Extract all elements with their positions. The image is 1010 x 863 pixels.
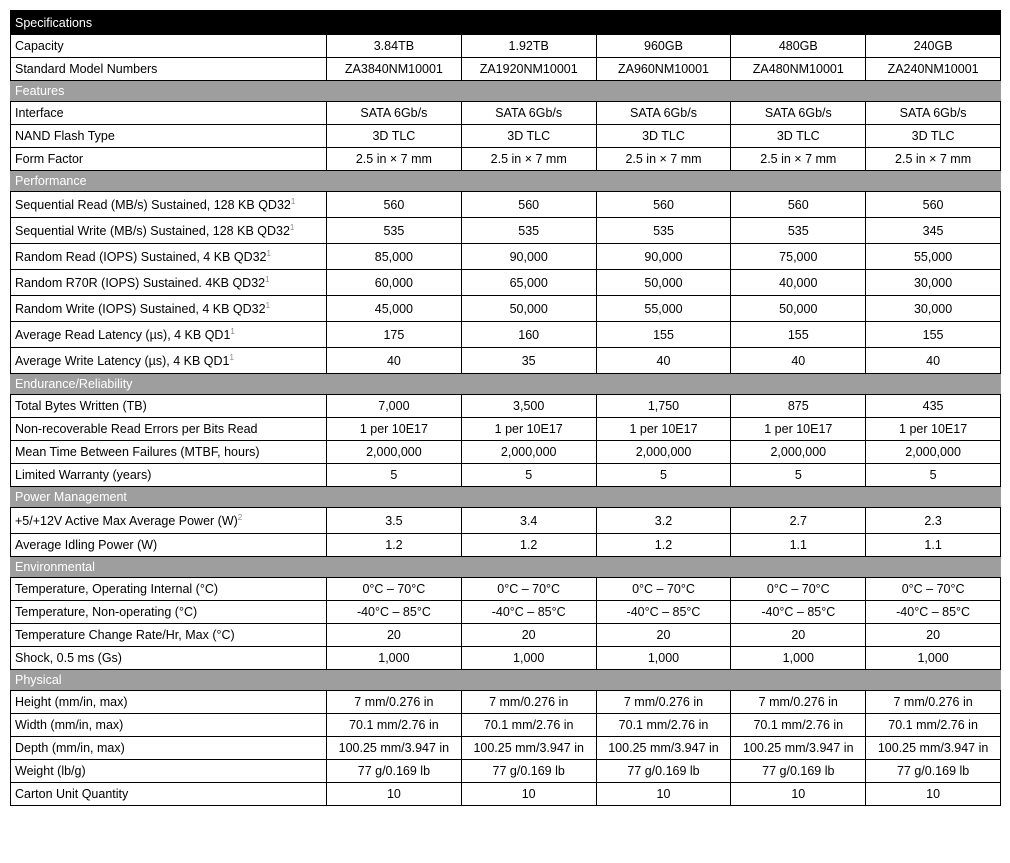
model-numbers-row xyxy=(11,58,1001,81)
row-label: Non-recoverable Read Errors per Bits Read xyxy=(15,422,258,436)
row-value: 2.5 in × 7 mm xyxy=(866,148,1001,171)
table-row xyxy=(11,534,1001,557)
section-title: Endurance/Reliability xyxy=(11,374,1001,395)
row-label: Temperature Change Rate/Hr, Max (°C) xyxy=(15,628,235,642)
row-label-cell xyxy=(11,270,327,296)
row-value: 7 mm/0.276 in xyxy=(731,691,866,714)
row-label: Average Read Latency (µs), 4 KB QD1 xyxy=(15,327,231,342)
row-label: Temperature, Operating Internal (°C) xyxy=(15,582,219,596)
row-value: 3.4 xyxy=(461,508,596,534)
row-label-cell xyxy=(11,508,327,534)
row-value: SATA 6Gb/s xyxy=(327,102,462,125)
row-value: SATA 6Gb/s xyxy=(866,102,1001,125)
row-label-cell xyxy=(11,601,327,624)
row-value: 1,000 xyxy=(731,647,866,670)
row-value: 535 xyxy=(461,218,596,244)
row-label: +5/+12V Active Max Average Power (W) xyxy=(15,513,238,528)
row-label: Interface xyxy=(15,106,64,120)
row-label-cell xyxy=(11,296,327,322)
row-label-cell xyxy=(11,647,327,670)
row-value: 1,000 xyxy=(866,647,1001,670)
table-row xyxy=(11,296,1001,322)
row-value: 535 xyxy=(731,218,866,244)
row-label-cell xyxy=(11,322,327,348)
table-row xyxy=(11,578,1001,601)
row-value: 560 xyxy=(731,192,866,218)
table-row xyxy=(11,737,1001,760)
row-value: 40 xyxy=(866,348,1001,374)
section-title: Physical xyxy=(11,670,1001,691)
row-label: Capacity xyxy=(11,35,327,58)
row-value: 2.5 in × 7 mm xyxy=(461,148,596,171)
table-row xyxy=(11,441,1001,464)
row-value: 2.3 xyxy=(866,508,1001,534)
row-value: 55,000 xyxy=(596,296,731,322)
table-row xyxy=(11,348,1001,374)
row-value: 435 xyxy=(866,395,1001,418)
row-value: 70.1 mm/2.76 in xyxy=(327,714,462,737)
row-label-cell xyxy=(11,691,327,714)
row-label: Random Write (IOPS) Sustained, 4 KB QD32 xyxy=(15,301,266,316)
row-value: 90,000 xyxy=(596,244,731,270)
row-label: Height (mm/in, max) xyxy=(15,695,128,709)
row-value: 0°C – 70°C xyxy=(731,578,866,601)
row-value: ZA960NM10001 xyxy=(596,58,731,81)
row-label-cell xyxy=(11,464,327,487)
row-label: Total Bytes Written (TB) xyxy=(15,399,147,413)
row-value: 2,000,000 xyxy=(596,441,731,464)
row-value: 155 xyxy=(596,322,731,348)
row-label: Depth (mm/in, max) xyxy=(15,741,125,755)
row-label: Average Write Latency (µs), 4 KB QD1 xyxy=(15,353,230,368)
row-value: 480GB xyxy=(731,35,866,58)
row-value: 100.25 mm/3.947 in xyxy=(461,737,596,760)
row-value: 535 xyxy=(327,218,462,244)
row-value: 20 xyxy=(461,624,596,647)
table-row xyxy=(11,418,1001,441)
row-value: 5 xyxy=(596,464,731,487)
row-value: 1.92TB xyxy=(461,35,596,58)
row-value: 30,000 xyxy=(866,270,1001,296)
row-label-cell xyxy=(11,244,327,270)
table-row xyxy=(11,270,1001,296)
row-label: Standard Model Numbers xyxy=(11,58,327,81)
row-label-cell xyxy=(11,534,327,557)
table-header-row xyxy=(11,11,1001,35)
row-label-cell xyxy=(11,125,327,148)
row-value: 90,000 xyxy=(461,244,596,270)
row-value: 875 xyxy=(731,395,866,418)
row-value: ZA240NM10001 xyxy=(866,58,1001,81)
table-row xyxy=(11,624,1001,647)
table-row xyxy=(11,601,1001,624)
row-value: 10 xyxy=(731,783,866,806)
row-label: Random Read (IOPS) Sustained, 4 KB QD32 xyxy=(15,249,267,264)
row-value: 3D TLC xyxy=(327,125,462,148)
row-value: 0°C – 70°C xyxy=(327,578,462,601)
row-value: 20 xyxy=(866,624,1001,647)
row-value: 1 per 10E17 xyxy=(866,418,1001,441)
row-value: 1.2 xyxy=(327,534,462,557)
table-row xyxy=(11,102,1001,125)
row-value: 40 xyxy=(731,348,866,374)
row-value: 3D TLC xyxy=(461,125,596,148)
row-value: 3D TLC xyxy=(866,125,1001,148)
capacity-row xyxy=(11,35,1001,58)
row-value: 40 xyxy=(596,348,731,374)
row-label-cell xyxy=(11,395,327,418)
row-value: 7 mm/0.276 in xyxy=(461,691,596,714)
row-value: 77 g/0.169 lb xyxy=(327,760,462,783)
row-label-cell xyxy=(11,714,327,737)
row-value: 5 xyxy=(866,464,1001,487)
row-value: 2,000,000 xyxy=(731,441,866,464)
row-value: 1 per 10E17 xyxy=(461,418,596,441)
section-title: Power Management xyxy=(11,487,1001,508)
section-title: Performance xyxy=(11,171,1001,192)
row-value: 560 xyxy=(596,192,731,218)
section-header-row xyxy=(11,670,1001,691)
row-value: 77 g/0.169 lb xyxy=(461,760,596,783)
row-value: 1 per 10E17 xyxy=(731,418,866,441)
row-value: 345 xyxy=(866,218,1001,244)
row-value: 3D TLC xyxy=(596,125,731,148)
row-label: Sequential Write (MB/s) Sustained, 128 KB QD32 xyxy=(15,223,290,238)
row-label-cell xyxy=(11,737,327,760)
row-value: 7,000 xyxy=(327,395,462,418)
row-value: 0°C – 70°C xyxy=(866,578,1001,601)
row-value: 560 xyxy=(866,192,1001,218)
row-label-cell xyxy=(11,783,327,806)
table-row xyxy=(11,148,1001,171)
row-label-cell xyxy=(11,348,327,374)
row-value: 35 xyxy=(461,348,596,374)
row-value: 5 xyxy=(461,464,596,487)
row-value: 100.25 mm/3.947 in xyxy=(866,737,1001,760)
row-value: SATA 6Gb/s xyxy=(596,102,731,125)
row-value: ZA3840NM10001 xyxy=(327,58,462,81)
row-value: 85,000 xyxy=(327,244,462,270)
row-label: Limited Warranty (years) xyxy=(15,468,152,482)
row-value: 155 xyxy=(731,322,866,348)
row-label-cell xyxy=(11,760,327,783)
section-header-row xyxy=(11,487,1001,508)
row-value: 7 mm/0.276 in xyxy=(327,691,462,714)
row-value: 10 xyxy=(866,783,1001,806)
table-row xyxy=(11,218,1001,244)
row-value: 50,000 xyxy=(461,296,596,322)
row-label-cell xyxy=(11,148,327,171)
table-row xyxy=(11,125,1001,148)
row-value: -40°C – 85°C xyxy=(731,601,866,624)
section-header-row xyxy=(11,374,1001,395)
row-value: 100.25 mm/3.947 in xyxy=(731,737,866,760)
row-label-cell xyxy=(11,218,327,244)
section-header-row xyxy=(11,557,1001,578)
row-label: Weight (lb/g) xyxy=(15,764,86,778)
footnote-marker: 1 xyxy=(265,300,271,310)
table-row xyxy=(11,508,1001,534)
row-label: Random R70R (IOPS) Sustained. 4KB QD32 xyxy=(15,275,266,290)
row-value: 535 xyxy=(596,218,731,244)
row-value: 70.1 mm/2.76 in xyxy=(596,714,731,737)
row-label-cell xyxy=(11,418,327,441)
table-title: Specifications xyxy=(11,11,327,35)
row-value: 60,000 xyxy=(327,270,462,296)
row-label: Shock, 0.5 ms (Gs) xyxy=(15,651,122,665)
row-value: 70.1 mm/2.76 in xyxy=(731,714,866,737)
row-value: 3.5 xyxy=(327,508,462,534)
row-value: 5 xyxy=(731,464,866,487)
row-label: Width (mm/in, max) xyxy=(15,718,124,732)
specifications-table xyxy=(10,10,1001,806)
row-label-cell xyxy=(11,578,327,601)
row-value: 20 xyxy=(731,624,866,647)
footnote-marker: 2 xyxy=(237,512,243,522)
row-value: 75,000 xyxy=(731,244,866,270)
section-header-row xyxy=(11,81,1001,102)
row-value: 1.1 xyxy=(731,534,866,557)
row-value: 2.5 in × 7 mm xyxy=(596,148,731,171)
footnote-marker: 1 xyxy=(290,196,296,206)
row-value: 3.2 xyxy=(596,508,731,534)
row-value: 1,000 xyxy=(327,647,462,670)
row-label: Temperature, Non-operating (°C) xyxy=(15,605,198,619)
row-value: 20 xyxy=(327,624,462,647)
footnote-marker: 1 xyxy=(230,326,235,336)
row-value: 40,000 xyxy=(731,270,866,296)
row-value: 240GB xyxy=(866,35,1001,58)
table-row xyxy=(11,464,1001,487)
row-value: 5 xyxy=(327,464,462,487)
row-value: 560 xyxy=(327,192,462,218)
row-value: 560 xyxy=(461,192,596,218)
footnote-marker: 1 xyxy=(289,222,295,232)
row-value: 1,000 xyxy=(596,647,731,670)
row-value: 2,000,000 xyxy=(327,441,462,464)
row-value: 1,750 xyxy=(596,395,731,418)
table-row xyxy=(11,783,1001,806)
row-label: Sequential Read (MB/s) Sustained, 128 KB QD32 xyxy=(15,197,291,212)
row-value: 1.2 xyxy=(596,534,731,557)
row-label: Average Idling Power (W) xyxy=(15,538,158,552)
row-label-cell xyxy=(11,102,327,125)
table-row xyxy=(11,714,1001,737)
row-value: 100.25 mm/3.947 in xyxy=(327,737,462,760)
row-value: 0°C – 70°C xyxy=(461,578,596,601)
row-value: -40°C – 85°C xyxy=(866,601,1001,624)
row-value: 70.1 mm/2.76 in xyxy=(461,714,596,737)
row-value: 10 xyxy=(596,783,731,806)
row-value: 1.2 xyxy=(461,534,596,557)
table-row xyxy=(11,647,1001,670)
section-title: Environmental xyxy=(11,557,1001,578)
row-value: ZA1920NM10001 xyxy=(461,58,596,81)
row-value: 77 g/0.169 lb xyxy=(866,760,1001,783)
table-header-blank xyxy=(327,11,1001,35)
row-value: 2.5 in × 7 mm xyxy=(731,148,866,171)
row-value: SATA 6Gb/s xyxy=(731,102,866,125)
row-value: 10 xyxy=(327,783,462,806)
row-label: Mean Time Between Failures (MTBF, hours) xyxy=(15,445,260,459)
row-value: 175 xyxy=(327,322,462,348)
row-value: 1 per 10E17 xyxy=(596,418,731,441)
table-row xyxy=(11,760,1001,783)
row-label: Form Factor xyxy=(15,152,84,166)
footnote-marker: 1 xyxy=(266,248,271,258)
row-value: 3D TLC xyxy=(731,125,866,148)
row-value: 2.5 in × 7 mm xyxy=(327,148,462,171)
row-value: 10 xyxy=(461,783,596,806)
row-value: 77 g/0.169 lb xyxy=(731,760,866,783)
row-value: 7 mm/0.276 in xyxy=(866,691,1001,714)
row-value: 155 xyxy=(866,322,1001,348)
footnote-marker: 1 xyxy=(265,274,270,284)
row-value: 65,000 xyxy=(461,270,596,296)
section-title: Features xyxy=(11,81,1001,102)
row-value: ZA480NM10001 xyxy=(731,58,866,81)
row-label-cell xyxy=(11,624,327,647)
row-value: 20 xyxy=(596,624,731,647)
row-value: 30,000 xyxy=(866,296,1001,322)
row-value: 2,000,000 xyxy=(866,441,1001,464)
row-value: 55,000 xyxy=(866,244,1001,270)
row-value: 3,500 xyxy=(461,395,596,418)
row-value: 50,000 xyxy=(596,270,731,296)
row-value: 45,000 xyxy=(327,296,462,322)
row-value: -40°C – 85°C xyxy=(327,601,462,624)
row-value: 960GB xyxy=(596,35,731,58)
table-row xyxy=(11,244,1001,270)
table-row xyxy=(11,322,1001,348)
table-row xyxy=(11,395,1001,418)
row-value: 0°C – 70°C xyxy=(596,578,731,601)
table-row xyxy=(11,691,1001,714)
row-label-cell xyxy=(11,441,327,464)
row-value: 2.7 xyxy=(731,508,866,534)
row-label: NAND Flash Type xyxy=(15,129,115,143)
row-value: 100.25 mm/3.947 in xyxy=(596,737,731,760)
row-value: 1 per 10E17 xyxy=(327,418,462,441)
row-value: -40°C – 85°C xyxy=(596,601,731,624)
row-label-cell xyxy=(11,192,327,218)
table-row xyxy=(11,192,1001,218)
row-value: 70.1 mm/2.76 in xyxy=(866,714,1001,737)
row-value: 50,000 xyxy=(731,296,866,322)
row-value: 160 xyxy=(461,322,596,348)
row-value: SATA 6Gb/s xyxy=(461,102,596,125)
row-value: -40°C – 85°C xyxy=(461,601,596,624)
row-value: 1,000 xyxy=(461,647,596,670)
row-value: 7 mm/0.276 in xyxy=(596,691,731,714)
row-value: 1.1 xyxy=(866,534,1001,557)
footnote-marker: 1 xyxy=(229,352,234,362)
row-value: 77 g/0.169 lb xyxy=(596,760,731,783)
section-header-row xyxy=(11,171,1001,192)
row-value: 3.84TB xyxy=(327,35,462,58)
row-label: Carton Unit Quantity xyxy=(15,787,129,801)
row-value: 40 xyxy=(327,348,462,374)
row-value: 2,000,000 xyxy=(461,441,596,464)
